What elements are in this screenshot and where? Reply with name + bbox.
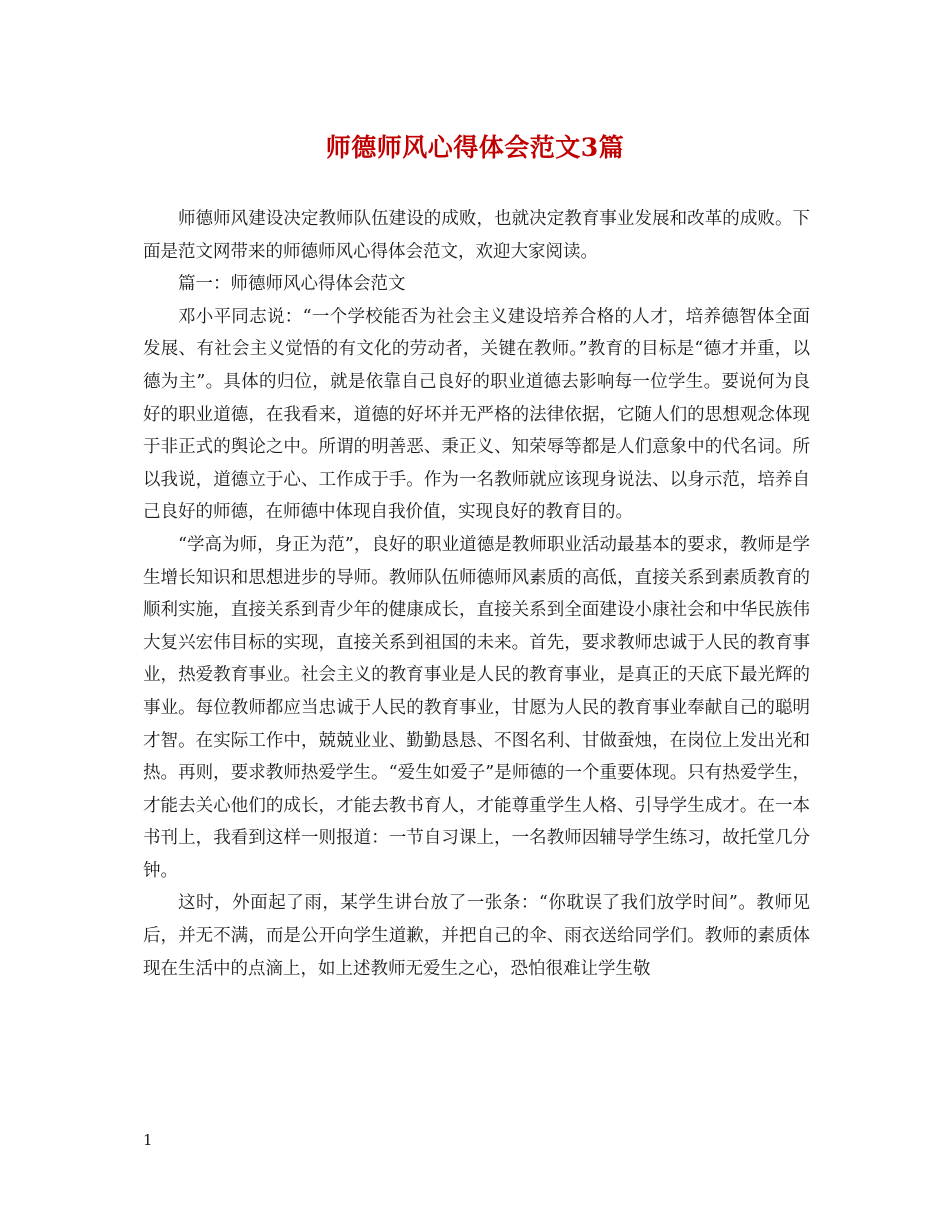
page-number: 1 bbox=[143, 1131, 153, 1149]
body-paragraph: “学高为师，身正为范”，良好的职业道德是教师职业活动最基本的要求，教师是学生增长知识和思想进步的导师。教师队伍师德师风素质的高低，直接关系到素质教育的顺利实施，直接关系到青少年的健康成长，直接关系到全面建设小康社会和中华民族伟大复兴宏伟目标的实现，直接关系到祖国的未来。首先，要求教师忠诚于人民的教育事业，热爱教育事业。社会主义的教育事业是人民的教育事业，是真正的天底下最光辉的事业。每位教师都应当忠诚于人民的教育事业，甘愿为人民的教育事业奉献自己的聪明才智。在实际工作中，兢兢业业、勤勤恳恳、不图名利、甘做蚕烛，在岗位上发出光和热。再则，要求教师热爱学生。“爱生如爱子”是师德的一个重要体现。只有热爱学生，才能去关心他们的成长，才能去教书育人，才能尊重学生人格、引导学生成才。在一本书刊上，我看到这样一则报道：一节自习课上，一名教师因辅导学生练习，故托堂几分钟。 bbox=[143, 534, 810, 881]
section-heading: 篇一：师德师风心得体会范文 bbox=[178, 274, 406, 295]
body-paragraph: 这时，外面起了雨，某学生讲台放了一张条：“你耽误了我们放学时间”。教师见后，并无不满，而是公开向学生道歉，并把自己的伞、雨衣送给同学们。教师的素质体现在生活中的点滴上，如上述教师无爱生之心，恐怕很难让学生敬 bbox=[143, 893, 810, 979]
intro-paragraph: 师德师风建设决定教师队伍建设的成败，也就决定教育事业发展和改革的成败。下面是范文网带来的师德师风心得体会范文，欢迎大家阅读。 bbox=[143, 209, 810, 262]
body-paragraph: 邓小平同志说：“一个学校能否为社会主义建设培养合格的人才，培养德智体全面发展、有社会主义觉悟的有文化的劳动者，关键在教师。”教育的目标是“德才并重，以德为主”。具体的归位，就是依靠自己良好的职业道德去影响每一位学生。要说何为良好的职业道德，在我看来，道德的好坏并无严格的法律依据，它随人们的思想观念体现于非正式的舆论之中。所谓的明善恶、秉正义、知荣辱等都是人们意象中的代名词。所以我说，道德立于心、工作成于手。作为一名教师就应该现身说法、以身示范，培养自己良好的师德，在师德中体现自我价值，实现良好的教育目的。 bbox=[143, 306, 810, 523]
document-body bbox=[143, 203, 810, 985]
document-title: 师德师风心得体会范文3篇 bbox=[325, 133, 625, 162]
